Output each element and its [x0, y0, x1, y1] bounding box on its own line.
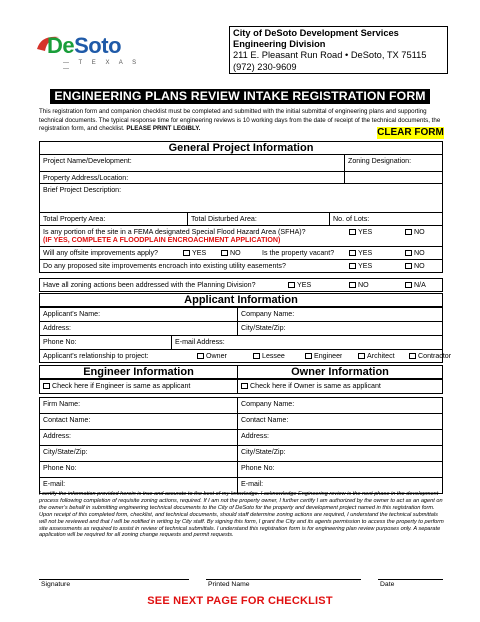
zoning-actions-row [39, 278, 443, 292]
certification-text: I certify the information provided herein is true and accurate to the best of my knowledge. I acknowledge Engineering review is the next phase in the development process following completion of requisite zoning actions, required. If I am not the property owner, I further certify I am authorized by the owner to act as an agent on the owner’s behalf in submitting engineering technical documents to the City of DeSoto for the property and development project named in this registration form. Upon receipt of this completed form, checklist, and technical documents, should staff determine zoning actions are required, I understand the technical submittals will not be reviewed and that I will be notified in writing by City staff. By signing this form, I grant the City and its agents permission to access the property to perform site assessments as required to assist in review of technical submittals. I understand this registration form is for engineering plan review purposes only. A separate application will be required for all zoning change requests and permit requests. [39, 491, 444, 539]
zoning-actions-question: Have all zoning actions been addressed with the Planning Division? [43, 281, 256, 289]
zoning-no-option[interactable] [346, 279, 369, 291]
sfha-note: (IF YES, COMPLETE A FLOODPLAIN ENCROACHMENT APPLICATION) [43, 236, 281, 244]
zoning-no-label: NO [358, 281, 369, 289]
architect-label: Architect [367, 352, 395, 360]
signature-line[interactable] [39, 579, 189, 580]
engineer-address-field[interactable]: Address: [40, 430, 238, 445]
easement-no-option[interactable] [402, 260, 425, 272]
city-row [39, 445, 443, 462]
owner-contact-field[interactable]: Contact Name: [241, 416, 289, 424]
vacant-yes-label: YES [358, 249, 373, 257]
sfha-row [39, 225, 443, 247]
offsite-no-label: NO [230, 249, 241, 257]
applicant-name-row [39, 307, 443, 322]
relationship-engineer-option[interactable] [302, 350, 342, 362]
architect-checkbox[interactable] [358, 353, 365, 359]
sfha-no-option[interactable] [402, 226, 425, 246]
engineer-email-field[interactable]: E-mail: [40, 478, 238, 493]
owner-city-field[interactable]: City/State/Zip: [241, 448, 286, 456]
org-name: City of DeSoto Development Services [233, 28, 399, 38]
engineer-section-header: Engineer Information [40, 366, 238, 378]
vacant-no-checkbox[interactable] [405, 250, 412, 256]
vacant-no-option[interactable] [402, 247, 425, 259]
applicant-company-field[interactable]: Company Name: [241, 310, 295, 318]
street-address: 211 E. Pleasant Run Road • DeSoto, TX 75115 [233, 50, 427, 61]
phone-row [39, 461, 443, 478]
zoning-na-label: N/A [414, 281, 426, 289]
sfha-yes-option[interactable] [346, 226, 372, 246]
zoning-na-option[interactable] [402, 279, 426, 291]
engineer-label: Engineer [314, 352, 343, 360]
relationship-lessee-option[interactable] [250, 350, 285, 362]
applicant-phone-field[interactable]: Phone No: [40, 336, 172, 349]
sfha-yes-label: YES [358, 228, 373, 236]
relationship-label: Applicant’s relationship to project: [43, 352, 149, 360]
engineer-city-field[interactable]: City/State/Zip: [40, 446, 238, 461]
lessee-label: Lessee [262, 352, 285, 360]
easement-yes-checkbox[interactable] [349, 263, 356, 269]
applicant-email-field[interactable]: E-mail Address: [175, 338, 225, 346]
offsite-yes-label: YES [192, 249, 207, 257]
date-line[interactable] [378, 579, 443, 580]
vacant-yes-checkbox[interactable] [349, 250, 356, 256]
easement-yes-label: YES [358, 262, 373, 270]
owner-email-field[interactable]: E-mail: [241, 480, 264, 488]
brief-description-row [39, 183, 443, 213]
owner-section-header: Owner Information [291, 366, 389, 378]
logo-wordmark: DeSoto [47, 33, 122, 58]
firm-row [39, 397, 443, 414]
sfha-no-label: NO [414, 228, 425, 236]
date-label: Date [380, 581, 395, 588]
applicant-contact-row [39, 335, 443, 350]
owner-company-field[interactable]: Company Name: [241, 400, 295, 408]
printed-name-line[interactable] [206, 579, 361, 580]
logo-subtext: — T E X A S — [63, 60, 141, 72]
owner-phone-field[interactable]: Phone No: [241, 464, 275, 472]
intro-body: This registration form and companion checklist must be completed and submitted with the initial submittal of engineering plans and supporting technical documents. The typical response time for engineering reviews is 10 working days from the date of receipt of the technical documents, the registration form, and checklist. [39, 108, 441, 133]
brief-description-field[interactable]: Brief Project Description: [43, 186, 122, 194]
general-section-header: General Project Information [168, 142, 314, 154]
owner-checkbox[interactable] [197, 353, 204, 359]
engineer-same-checkbox[interactable] [43, 383, 50, 389]
owner-same-option[interactable] [238, 380, 442, 393]
vacant-yes-option[interactable] [346, 247, 372, 259]
lots-field[interactable]: No. of Lots: [333, 215, 370, 223]
owner-address-field[interactable]: Address: [241, 432, 269, 440]
engineer-checkbox[interactable] [305, 353, 312, 359]
sfha-question [40, 226, 340, 246]
easement-yes-option[interactable] [346, 260, 372, 272]
phone-number: (972) 230-9609 [233, 61, 297, 72]
relationship-owner-option[interactable] [194, 350, 227, 362]
easement-row [39, 259, 443, 273]
property-address-field[interactable]: Property Address/Location: [43, 174, 129, 182]
easement-no-label: NO [414, 262, 425, 270]
offsite-question: Will any offsite improvements apply? [43, 249, 158, 257]
division-name: Engineering Division [233, 39, 326, 50]
contractor-label: Contractor [418, 352, 452, 360]
zoning-yes-option[interactable] [285, 279, 311, 291]
engineer-contact-field[interactable]: Contact Name: [40, 414, 238, 429]
signature-label: Signature [41, 581, 71, 588]
offsite-no-checkbox[interactable] [221, 250, 228, 256]
intro-bold: PLEASE PRINT LEGIBLY. [126, 125, 201, 133]
project-name-field[interactable]: Project Name/Development: [40, 155, 345, 171]
address-row [39, 429, 443, 446]
zoning-no-checkbox[interactable] [349, 282, 356, 288]
zoning-yes-checkbox[interactable] [288, 282, 295, 288]
total-area-field[interactable]: Total Property Area: [40, 213, 188, 225]
engineer-firm-field[interactable]: Firm Name: [40, 398, 238, 413]
clear-form-button[interactable]: CLEAR FORM [377, 127, 444, 138]
lessee-checkbox[interactable] [253, 353, 260, 359]
engineer-phone-field[interactable]: Phone No: [40, 462, 238, 477]
contact-row [39, 413, 443, 430]
zoning-designation-field[interactable]: Zoning Designation: [348, 157, 412, 165]
address-box [229, 26, 448, 74]
applicant-city-field[interactable]: City/State/Zip: [241, 324, 286, 332]
offsite-yes-option[interactable] [180, 247, 206, 259]
engineer-owner-header-row [39, 365, 443, 379]
zoning-yes-label: YES [297, 281, 312, 289]
engineer-same-label: Check here if Engineer is same as applicant [52, 382, 191, 390]
engineer-same-option[interactable] [40, 380, 238, 393]
sfha-yes-checkbox[interactable] [349, 229, 356, 235]
next-page-notice: SEE NEXT PAGE FOR CHECKLIST [147, 595, 333, 607]
disturbed-area-field[interactable]: Total Disturbed Area: [188, 213, 330, 225]
desoto-logo [33, 33, 143, 73]
owner-same-checkbox[interactable] [241, 383, 248, 389]
contractor-checkbox[interactable] [409, 353, 416, 359]
applicant-section-header-row [39, 293, 443, 307]
vacant-question: Is the property vacant? [262, 249, 335, 257]
owner-same-label: Check here if Owner is same as applicant [250, 382, 381, 390]
sfha-question-text: Is any portion of the site in a FEMA designated Special Flood Hazard Area (SFHA)? [43, 228, 306, 236]
applicant-relationship-row [39, 349, 452, 363]
easement-no-checkbox[interactable] [405, 263, 412, 269]
owner-label: Owner [206, 352, 227, 360]
relationship-architect-option[interactable] [355, 350, 395, 362]
printed-name-label: Printed Name [208, 581, 250, 588]
area-row [39, 212, 443, 226]
relationship-contractor-option[interactable] [409, 350, 451, 362]
offsite-no-option[interactable] [218, 247, 241, 259]
applicant-address-row [39, 321, 443, 336]
vacant-no-label: NO [414, 249, 425, 257]
general-section-header-row [39, 141, 443, 155]
easement-question: Do any proposed site improvements encroach into existing utility easements? [43, 262, 286, 270]
offsite-yes-checkbox[interactable] [183, 250, 190, 256]
zoning-cell-extend [344, 154, 443, 184]
applicant-name-field[interactable]: Applicant’s Name: [40, 308, 238, 321]
form-title: ENGINEERING PLANS REVIEW INTAKE REGISTRATION FORM [50, 89, 430, 104]
offsite-row [39, 246, 443, 260]
applicant-address-field[interactable]: Address: [40, 322, 238, 335]
sfha-no-checkbox[interactable] [405, 229, 412, 235]
same-as-applicant-row [39, 379, 443, 394]
zoning-na-checkbox[interactable] [405, 282, 412, 288]
applicant-section-header: Applicant Information [184, 294, 298, 306]
